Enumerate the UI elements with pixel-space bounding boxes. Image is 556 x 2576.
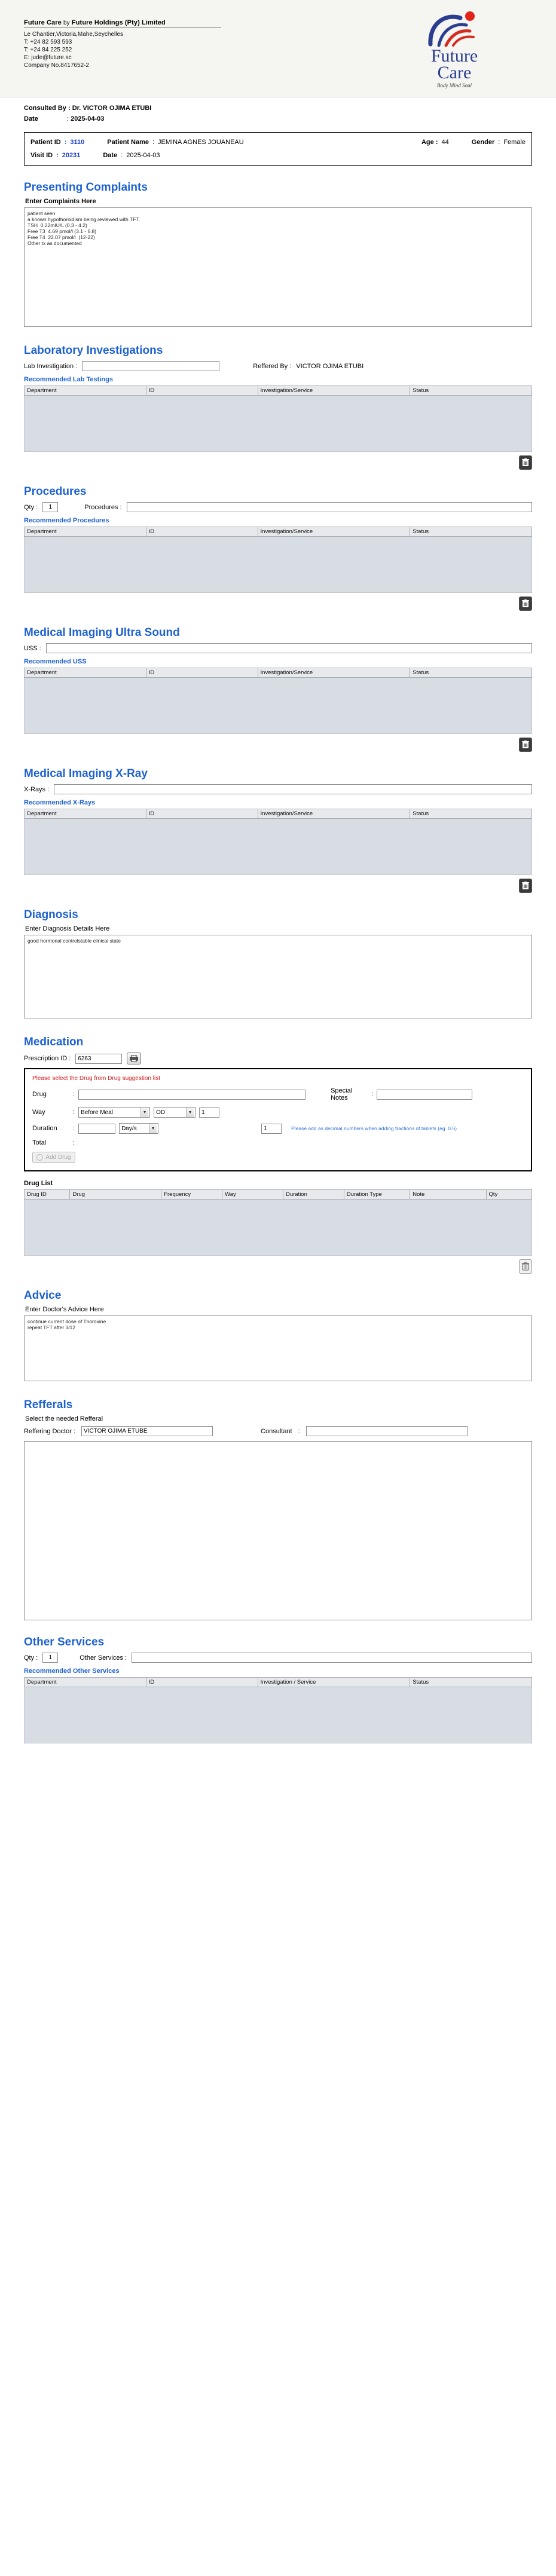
consulted-by-label: Consulted By :: [24, 105, 71, 112]
duration-type-select[interactable]: [119, 1123, 158, 1134]
drug-separator: :: [73, 1091, 75, 1098]
delete-icon[interactable]: [519, 1259, 532, 1274]
table-row: [25, 537, 532, 593]
patient-gender-value: Female: [503, 139, 526, 146]
advice-section: [0, 1289, 556, 1383]
xray-input[interactable]: [54, 784, 532, 794]
patient-gender-separator: :: [498, 139, 500, 146]
col-status: Status: [410, 386, 532, 396]
duration-label: Duration: [32, 1125, 57, 1132]
logo-tagline: Body Mind Soul: [437, 82, 472, 88]
ultrasound-section: [0, 626, 556, 752]
other-services-qty-input[interactable]: [42, 1653, 58, 1663]
empty-body-cell: [25, 1687, 532, 1743]
other-services-qty-label: Qty :: [24, 1654, 38, 1662]
col-department: Department: [25, 668, 146, 678]
col-department: Department: [25, 1678, 146, 1687]
procedures-delete-row: [24, 596, 532, 611]
laboratory-input-row: [24, 361, 532, 371]
patient-id-separator: :: [64, 139, 67, 146]
recommended-lab-testings-link[interactable]: Recommended Lab Testings: [24, 376, 113, 383]
col-id: ID: [146, 386, 258, 396]
presenting-complaints-sublabel: Enter Complaints Here: [25, 198, 96, 205]
visit-id-label: Visit ID: [30, 152, 53, 159]
table-row: [25, 1687, 532, 1743]
letterhead-divider: [24, 27, 221, 28]
xray-grid[interactable]: [24, 809, 532, 875]
referrals-sublabel: Select the needed Refferal: [25, 1415, 103, 1422]
chevron-down-icon: ▼: [186, 1108, 194, 1117]
chevron-down-icon: ▼: [140, 1108, 148, 1117]
table-header-row: [25, 527, 532, 537]
drug-list-delete-row: [24, 1259, 532, 1274]
company-logo: [395, 11, 532, 88]
consultant-label: Consultant: [261, 1427, 292, 1435]
trash-icon: [522, 1262, 529, 1271]
other-services-input-row: [24, 1653, 532, 1663]
patient-gender-label: Gender: [471, 139, 495, 146]
table-header-row: [25, 809, 532, 819]
ultrasound-input-row: [24, 643, 532, 653]
drug-list-title: Drug List: [24, 1180, 53, 1187]
procedures-label: Procedures :: [84, 503, 122, 511]
referring-doctor-label: Reffering Doctor :: [24, 1427, 76, 1435]
consultant-separator: :: [298, 1427, 300, 1435]
referrals-title: Refferals: [24, 1399, 73, 1411]
col-qty: Qty: [486, 1190, 531, 1200]
referrals-section: [0, 1399, 556, 1620]
total-row: [32, 1139, 524, 1146]
procedures-input-row: [24, 502, 532, 512]
way-label: Way: [32, 1109, 45, 1116]
referring-doctor-input[interactable]: [81, 1426, 213, 1436]
drug-row: [32, 1087, 524, 1102]
laboratory-title: Laboratory Investigations: [24, 344, 163, 357]
way-select-value: Before Meal: [81, 1109, 113, 1116]
table-header-row: [25, 668, 532, 678]
table-header-row: [25, 1190, 532, 1200]
patient-info-row-1: [30, 137, 526, 148]
drug-input[interactable]: [78, 1090, 306, 1100]
uss-grid[interactable]: [24, 668, 532, 734]
trash-icon: [522, 599, 529, 608]
referred-by-value: VICTOR OJIMA ETUBI: [296, 362, 364, 370]
laboratory-investigations-section: [0, 344, 556, 470]
duration-separator: :: [73, 1125, 75, 1132]
visit-date-separator: :: [121, 152, 123, 159]
duration-qty-input[interactable]: [261, 1124, 282, 1134]
presenting-complaints-title: Presenting Complaints: [24, 181, 148, 194]
company-name: [24, 19, 221, 26]
advice-sublabel: Enter Doctor's Advice Here: [25, 1306, 104, 1313]
medication-section: [0, 1036, 556, 1274]
other-services-input[interactable]: [132, 1653, 532, 1663]
lab-results-grid[interactable]: [24, 386, 532, 452]
printer-icon: [130, 1055, 138, 1062]
duration-type-value: Day/s: [121, 1125, 137, 1132]
table-header-row: [25, 1678, 532, 1687]
special-notes-input[interactable]: [377, 1090, 472, 1100]
patient-name-value: JEMINA AGNES JOUANEAU: [158, 139, 244, 146]
col-duration: Duration: [283, 1190, 344, 1200]
company-address: Le Chantier,Victoria,Mahe,Seychelles: [24, 31, 124, 38]
xray-grid-wrap: [24, 809, 532, 875]
procedures-title: Procedures: [24, 485, 87, 498]
procedures-input[interactable]: [127, 502, 532, 512]
recommended-procedures-link[interactable]: Recommended Procedures: [24, 517, 109, 524]
visit-date-label: Date: [103, 152, 118, 159]
patient-info-row-2: [30, 150, 526, 161]
prescription-id-row: [24, 1053, 532, 1064]
col-investigation: Investigation/Service: [258, 386, 410, 396]
plus-icon: [36, 1154, 43, 1161]
consultation-date-row: [24, 115, 532, 123]
chevron-down-icon: ▼: [149, 1124, 157, 1133]
xray-input-row: [24, 784, 532, 794]
col-investigation: Investigation / Service: [258, 1678, 410, 1687]
col-duration-type: Duration Type: [344, 1190, 410, 1200]
patient-info-bar: [24, 132, 532, 166]
col-note: Note: [410, 1190, 486, 1200]
xray-label: X-Rays :: [24, 785, 50, 793]
add-drug-button[interactable]: [32, 1152, 75, 1163]
ultrasound-title: Medical Imaging Ultra Sound: [24, 626, 180, 639]
delete-icon[interactable]: [519, 738, 532, 752]
col-department: Department: [25, 386, 146, 396]
company-email: E: jude@future.sc: [24, 54, 72, 61]
other-services-grid-wrap: [24, 1677, 532, 1743]
duration-note: Please add as decimal numbers when adding fractions of tablets (eg. 0.5): [291, 1125, 457, 1131]
recommended-xrays-link[interactable]: Recommended X-Rays: [24, 799, 96, 806]
procedures-grid-wrap: [24, 527, 532, 593]
empty-body-cell: [25, 1200, 532, 1256]
lab-delete-row: [24, 455, 532, 470]
diagnosis-section: [0, 908, 556, 1020]
col-department: Department: [25, 527, 146, 537]
trash-icon: [522, 882, 529, 890]
empty-body-cell: [25, 537, 532, 593]
drug-list-grid[interactable]: [24, 1189, 532, 1256]
col-id: ID: [146, 1678, 258, 1687]
table-row: [25, 396, 532, 452]
company-name-by: by: [63, 20, 70, 26]
complaints-textarea[interactable]: [24, 207, 532, 327]
diagnosis-title: Diagnosis: [24, 908, 78, 921]
way-qty-input[interactable]: [199, 1108, 219, 1118]
recommended-uss-link[interactable]: Recommended USS: [24, 658, 87, 665]
diagnosis-textarea[interactable]: [24, 935, 532, 1018]
patient-id-value: 3110: [70, 139, 85, 146]
consultation-date-separator: :: [66, 115, 69, 123]
col-frequency: Frequency: [161, 1190, 222, 1200]
xray-delete-row: [24, 879, 532, 893]
total-separator: :: [73, 1139, 75, 1146]
lab-investigation-input[interactable]: [82, 361, 219, 371]
col-drug: Drug: [70, 1190, 161, 1200]
print-prescription-button[interactable]: [127, 1053, 141, 1064]
other-services-section: [0, 1636, 556, 1743]
table-row: [25, 678, 532, 734]
visit-id-value: 20231: [62, 152, 81, 159]
lab-investigation-label: Lab Investigation :: [24, 362, 78, 370]
col-status: Status: [410, 1678, 532, 1687]
special-notes-separator: :: [371, 1091, 374, 1098]
procedures-section: [0, 485, 556, 611]
frequency-select[interactable]: [154, 1107, 195, 1118]
col-id: ID: [146, 809, 258, 819]
company-phone-1: T: +24 82 593 593: [24, 39, 72, 45]
consulted-by-row: [24, 105, 532, 112]
diagnosis-sublabel: Enter Diagnosis Details Here: [25, 925, 110, 932]
delete-icon[interactable]: [519, 455, 532, 470]
way-separator: :: [73, 1109, 75, 1116]
procedures-grid[interactable]: [24, 527, 532, 593]
total-label: Total: [32, 1139, 47, 1146]
col-status: Status: [410, 527, 532, 537]
logo-word-care: Care: [437, 63, 472, 82]
patient-name-label: Patient Name: [107, 139, 149, 146]
company-name-part2: Future Holdings (Pty) Limited: [71, 19, 166, 26]
uss-delete-row: [24, 738, 532, 752]
special-notes-label: Special Notes: [331, 1087, 353, 1102]
drug-selection-warning: Please select the Drug from Drug suggestion list: [32, 1075, 160, 1082]
empty-body-cell: [25, 819, 532, 875]
uss-input[interactable]: [46, 643, 532, 653]
xray-section: [0, 767, 556, 893]
col-drug-id: Drug ID: [25, 1190, 70, 1200]
col-status: Status: [410, 668, 532, 678]
prescription-id-input[interactable]: [75, 1054, 122, 1064]
trash-icon: [522, 458, 529, 467]
add-drug-label: Add Drug: [45, 1154, 71, 1161]
medication-entry-panel: [24, 1068, 532, 1171]
logo-word-future: Future: [430, 46, 478, 66]
prescription-id-label: Prescription ID :: [24, 1055, 71, 1062]
visit-date-value: 2025-04-03: [126, 152, 160, 159]
consultant-input[interactable]: [306, 1426, 468, 1436]
consulted-by-value: Dr. VICTOR OJIMA ETUBI: [72, 105, 152, 112]
company-registration-number: Company No.8417652-2: [24, 62, 89, 69]
lab-results-grid-wrap: [24, 386, 532, 452]
uss-grid-wrap: [24, 668, 532, 734]
visit-id-separator: :: [56, 152, 59, 159]
letterhead: [0, 0, 556, 97]
way-row: [32, 1107, 524, 1118]
table-row: [25, 819, 532, 875]
trash-icon: [522, 741, 529, 749]
delete-icon[interactable]: [519, 879, 532, 893]
col-status: Status: [410, 809, 532, 819]
referred-by-label: Reffered By :: [253, 362, 292, 370]
way-select[interactable]: [78, 1107, 150, 1118]
consultation-date-value: 2025-04-03: [71, 115, 105, 123]
empty-body-cell: [25, 678, 532, 734]
letterhead-text: [24, 11, 221, 69]
referring-doctor-row: [24, 1426, 532, 1436]
advice-textarea[interactable]: [24, 1315, 532, 1381]
uss-label: USS :: [24, 644, 41, 652]
table-row: [25, 1200, 532, 1256]
col-investigation: Investigation/Service: [258, 809, 410, 819]
company-name-part1: Future Care: [24, 19, 62, 26]
table-header-row: [25, 386, 532, 396]
procedures-qty-input[interactable]: [42, 502, 58, 512]
recommended-other-services-link[interactable]: Recommended Other Services: [24, 1668, 120, 1675]
presenting-complaints-section: [0, 181, 556, 329]
col-department: Department: [25, 809, 146, 819]
patient-name-separator: :: [152, 139, 155, 146]
referral-list-box[interactable]: [24, 1441, 532, 1620]
other-services-label: Other Services :: [80, 1654, 127, 1662]
col-way: Way: [222, 1190, 283, 1200]
xray-title: Medical Imaging X-Ray: [24, 767, 148, 780]
col-investigation: Investigation/Service: [258, 527, 410, 537]
patient-id-label: Patient ID: [30, 139, 61, 146]
procedures-qty-label: Qty :: [24, 503, 38, 511]
frequency-select-value: OD: [156, 1109, 166, 1116]
col-investigation: Investigation/Service: [258, 668, 410, 678]
other-services-title: Other Services: [24, 1636, 105, 1648]
company-phone-2: T: +24 84 225 252: [24, 47, 72, 53]
drug-label: Drug: [32, 1091, 47, 1098]
other-services-grid[interactable]: [24, 1677, 532, 1743]
advice-title: Advice: [24, 1289, 62, 1302]
col-id: ID: [146, 527, 258, 537]
delete-icon[interactable]: [519, 596, 532, 611]
col-id: ID: [146, 668, 258, 678]
medication-title: Medication: [24, 1036, 84, 1048]
patient-age-value: 44: [441, 139, 449, 146]
empty-body-cell: [25, 396, 532, 452]
patient-age-label: Age :: [421, 139, 438, 146]
duration-row: [32, 1123, 524, 1134]
logo-mark-icon: [418, 11, 490, 48]
duration-input[interactable]: [78, 1124, 115, 1134]
consultation-meta: [0, 97, 556, 129]
consultation-date-label: Date: [24, 115, 38, 123]
